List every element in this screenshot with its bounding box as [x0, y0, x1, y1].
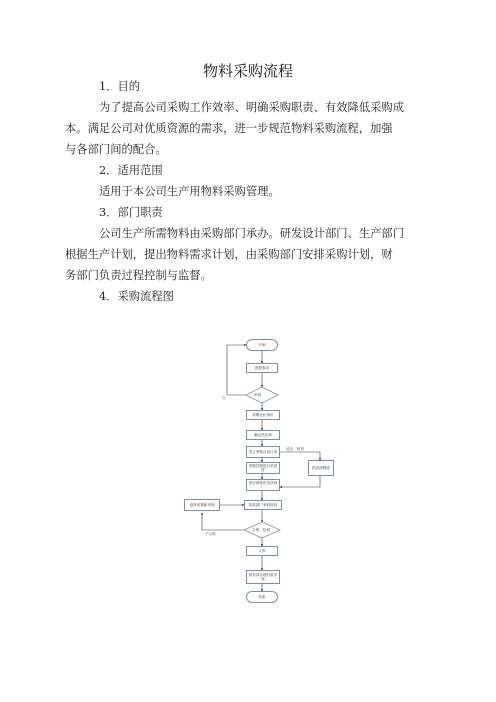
page-title: 物料采购流程	[202, 62, 293, 80]
flow-branch-label: 不合格	[205, 532, 216, 536]
flow-branch-label: 否	[222, 396, 226, 400]
flow-step: 确定供应商	[246, 430, 280, 440]
flow-decision-label: 审核	[254, 393, 262, 397]
flow-step: 财务部办理付款手续	[246, 570, 280, 584]
section-heading: 3．部门职责	[99, 206, 163, 219]
section-heading: 1．目的	[99, 80, 141, 93]
flow-step: 签订采购合同订单	[246, 446, 280, 458]
paragraph-line: 为了提高公司采购工作效率、明确采购职责、有效降低采购成	[99, 101, 405, 114]
flow-step: 质检部门来料检验	[244, 500, 282, 510]
flow-branch-label: 延迟、缺货	[286, 447, 304, 451]
flow-decision-label: 合格、检测	[252, 528, 270, 532]
paragraph-line: 与各部门间的配合。	[65, 143, 167, 156]
paragraph-line: 务部门负责过程控制与监督。	[65, 269, 212, 282]
paragraph-line: 本。满足公司对优质资源的需求，进一步规范物料采购流程，加强	[65, 122, 393, 135]
paragraph-line: 公司生产所需物料由采购部门承办。研发设计部门、生产部门	[99, 227, 405, 240]
flow-step: 采购员跟进订单进度	[246, 462, 280, 474]
flow-step: 入库	[246, 546, 278, 556]
paragraph-line: 根据生产计划，提出物料需求计划，由采购部门安排采购计划，财	[65, 248, 393, 261]
section-heading: 4．采购流程图	[99, 290, 174, 303]
flow-side-step: 供应商整改	[308, 460, 334, 476]
procurement-flowchart	[170, 330, 350, 610]
flow-step: 采购比价询价	[246, 410, 280, 420]
flow-end: 结束	[246, 591, 278, 603]
flow-side-step: 退货或重新采购	[184, 499, 220, 511]
section-heading: 2．适用范围	[99, 164, 163, 177]
paragraph-line: 适用于本公司生产用物料采购管理。	[99, 185, 280, 198]
flow-step: 供应商按时发货到厂	[246, 479, 280, 491]
flow-step: 提报需求	[246, 363, 278, 373]
flow-start: 开始	[246, 339, 278, 351]
